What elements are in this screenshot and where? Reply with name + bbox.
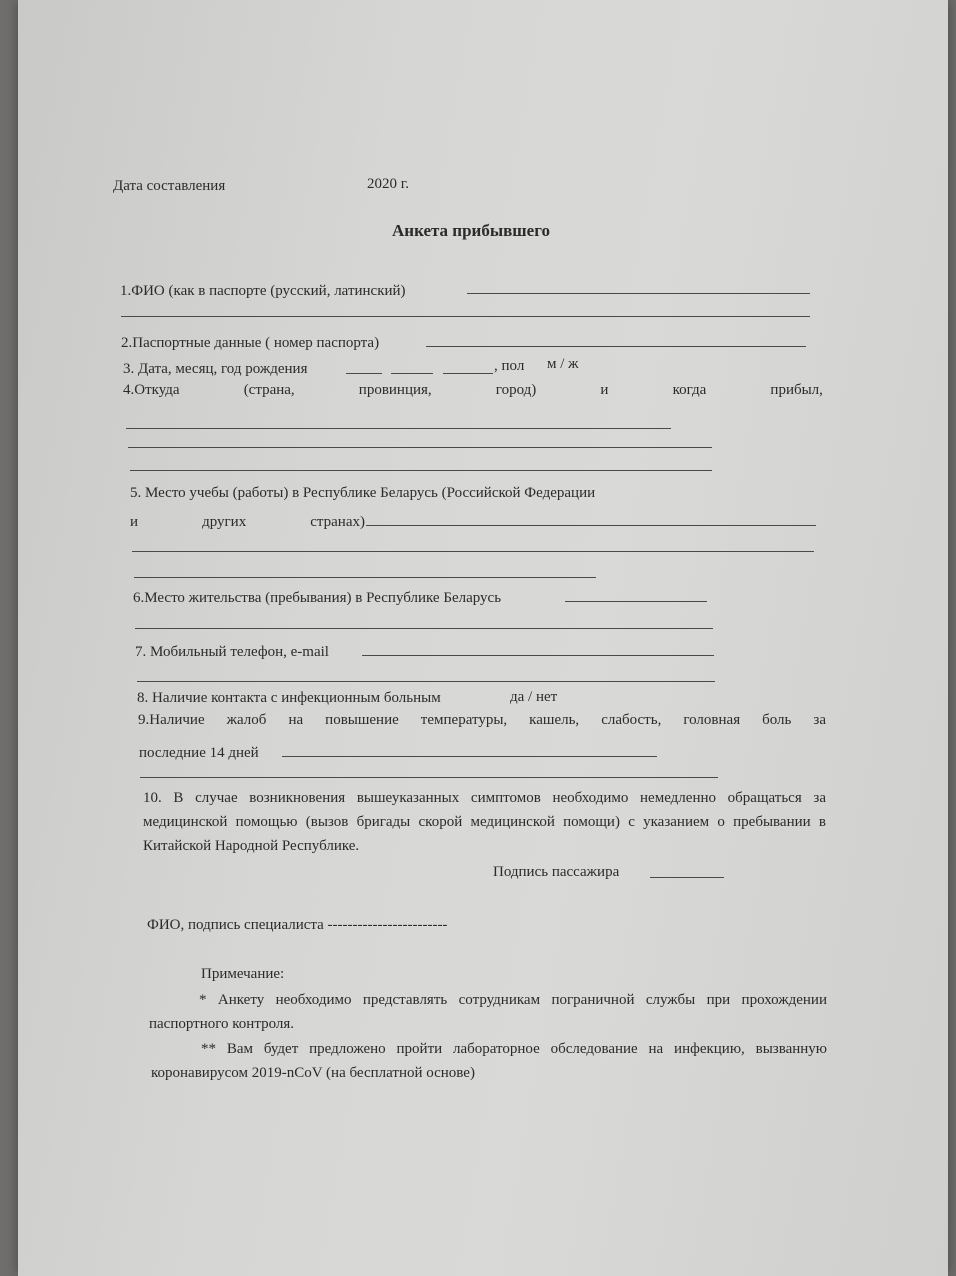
field-4-word: (страна, [243, 382, 295, 398]
sex-label: , пол [494, 358, 525, 374]
sex-options[interactable]: м / ж [547, 356, 579, 372]
field-9-line-2[interactable] [140, 777, 718, 778]
field-4-line-3[interactable] [130, 470, 712, 471]
birth-year-line[interactable] [443, 373, 493, 374]
field-4-label [123, 381, 823, 399]
form-title: Анкета прибывшего [392, 221, 550, 240]
year-label: 2020 г. [367, 176, 409, 192]
field-7-label: 7. Мобильный телефон, e-mail [135, 644, 329, 660]
field-5-word: и [130, 514, 139, 530]
field-5-word: странах) [310, 514, 365, 530]
field-3-label: 3. Дата, месяц, год рождения [123, 361, 308, 377]
field-7-line-2[interactable] [137, 681, 715, 682]
field-1-line-2[interactable] [121, 316, 810, 317]
field-6-line-1[interactable] [565, 601, 707, 602]
field-4-word: и [600, 382, 609, 398]
field-4-word: провинция, [358, 382, 432, 398]
field-5-line-3[interactable] [134, 577, 596, 578]
field-4-line-1[interactable] [126, 428, 671, 429]
field-1-line[interactable] [467, 293, 810, 294]
field-7-line-1[interactable] [362, 655, 714, 656]
field-9-line-1[interactable] [282, 756, 657, 757]
field-9-label-2: последние 14 дней [139, 745, 259, 761]
contact-options[interactable]: да / нет [510, 689, 558, 705]
field-5-line-1[interactable] [366, 525, 816, 526]
field-2-line[interactable] [426, 346, 806, 347]
field-5-line-2[interactable] [132, 551, 814, 552]
field-5-word: других [202, 514, 247, 530]
passenger-signature-line[interactable] [650, 877, 724, 878]
field-5-label: 5. Место учебы (работы) в Республике Беларусь (Российской Федерации [130, 485, 596, 501]
field-6-line-2[interactable] [135, 628, 713, 629]
field-2-label: 2.Паспортные данные ( номер паспорта) [121, 335, 380, 351]
field-1-label: 1.ФИО (как в паспорте (русский, латинский) [120, 283, 406, 299]
field-4-word: 4.Откуда [123, 382, 180, 398]
field-4-word: город) [495, 382, 537, 398]
field-4-word: когда [672, 382, 707, 398]
field-4-word: прибыл, [770, 382, 823, 398]
note-1: * Анкету необходимо представлять сотрудникам пограничной службы при прохождении паспортного контроля. [149, 992, 827, 1032]
note-2: ** Вам будет предложено пройти лабораторное обследование на инфекцию, вызванную коронавирусом 2019-nCoV (на бесплатной основе) [151, 1041, 827, 1081]
field-4-line-2[interactable] [128, 447, 712, 448]
field-9-label: 9.Наличие жалоб на повышение температуры, кашель, слабость, головная боль за [138, 712, 826, 728]
field-8-label: 8. Наличие контакта с инфекционным больным [137, 690, 441, 706]
passenger-signature-label: Подпись пассажира [493, 864, 620, 880]
item-10-paragraph: 10. В случае возникновения вышеуказанных симптомов необходимо немедленно обращаться за медицинской помощью (вызов бригады скорой медицинской помощи) с указанием о пребывании в Китайской Народной Республике. [143, 790, 826, 854]
date-label: Дата составления [113, 178, 226, 194]
specialist-signature-label: ФИО, подпись специалиста ------------------------ [147, 917, 448, 933]
notes-heading: Примечание: [201, 966, 285, 982]
birth-day-line[interactable] [346, 373, 382, 374]
field-6-label: 6.Место жительства (пребывания) в Республике Беларусь [133, 590, 502, 606]
field-5-label-2 [130, 513, 365, 531]
birth-month-line[interactable] [391, 373, 433, 374]
